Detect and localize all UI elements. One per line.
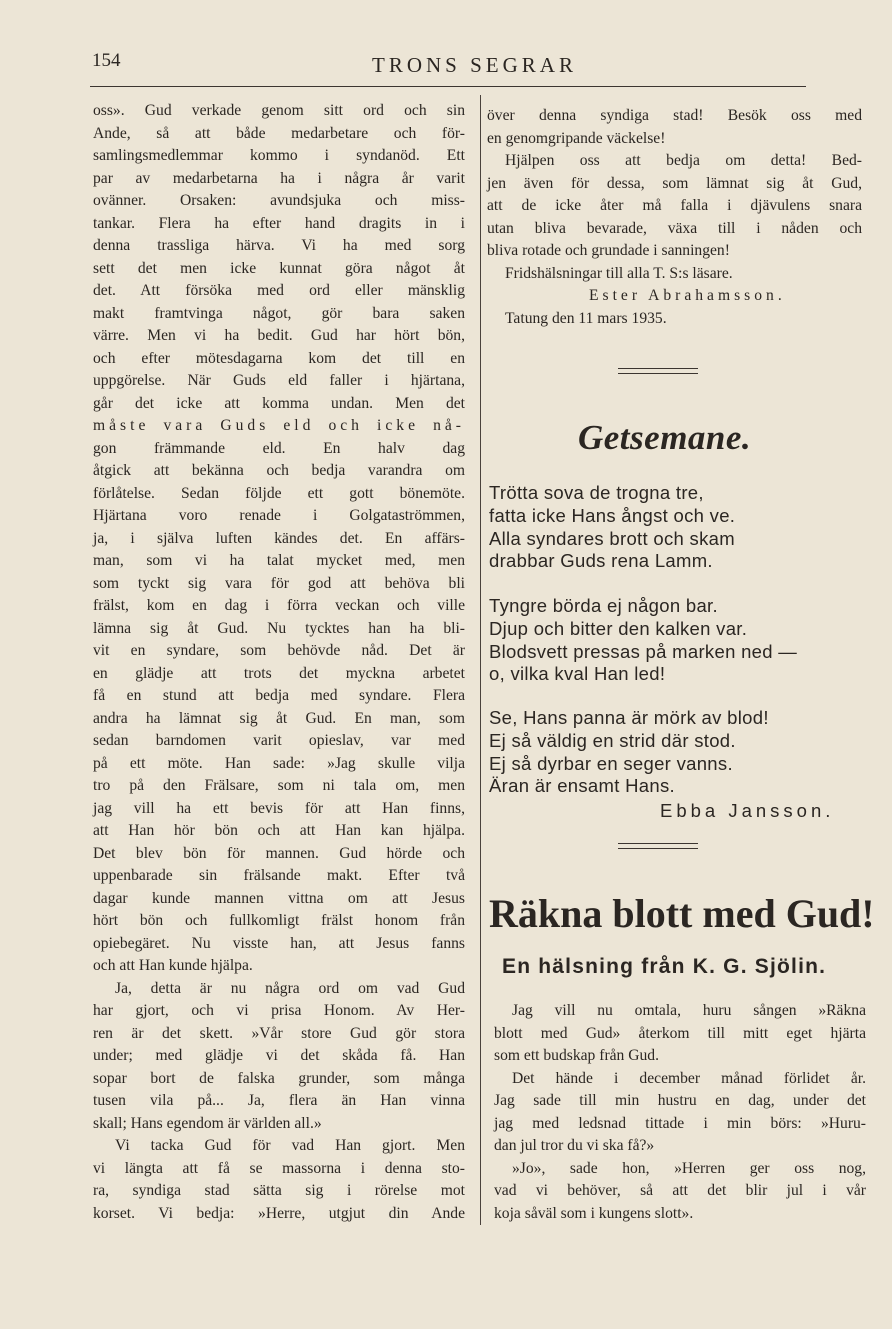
poem-line: Tyngre börda ej någon bar. [489, 595, 718, 616]
text-line: går det icke att komma undan. Men det [93, 394, 465, 412]
text-line: att de icke åter må falla i djävulens snara [487, 197, 862, 214]
poem-line: Äran är ensamt Hans. [489, 775, 675, 797]
article-title: Räkna blott med Gud! [489, 891, 875, 936]
page-number: 154 [92, 50, 121, 71]
poem-stanza-3 [489, 707, 869, 798]
right-column-top [487, 105, 862, 330]
poem-stanza-2 [489, 595, 869, 686]
text-line: samlingsmedlemmar kommo i syndanöd. Ett [93, 147, 465, 164]
text-line: par av medarbetarna ha i några år varit [93, 169, 465, 187]
signature-ester: Ester Abrahamsson. [589, 287, 786, 304]
text-line: sedan barndomen varit opieslav, var med [93, 732, 465, 749]
text-line: ja, i själva luften kändes det. En affärs- [93, 529, 465, 547]
text-line: som tyckt sig vara för god att behöva bli [93, 574, 465, 592]
poem-line: Trötta sova de trogna tre, [489, 482, 704, 503]
text-line: sett det men icke kunnat göra något åt [93, 259, 465, 277]
poem-stanza-1 [489, 482, 869, 573]
poem-line: Djup och bitter den kalken var. [489, 617, 748, 639]
text-line: en genomgripande väckelse! [487, 129, 666, 147]
text-line: tro på den Frälsare, som ni tala om, men [93, 777, 465, 794]
text-line: ovänner. Orsaken: avundsjuka och miss- [93, 192, 465, 209]
column-rule [480, 95, 481, 1225]
poem-line: drabbar Guds rena Lamm. [489, 550, 713, 572]
text-line: koja såväl som i kungens slott». [494, 1204, 694, 1222]
text-line: över denna syndiga stad! Besök oss med [487, 107, 862, 124]
text-line: tankar. Flera ha efter hand dragits in i [93, 214, 465, 232]
poem-title: Getsemane. [578, 418, 752, 457]
text-line: uppgörelse. När Guds eld faller i hjärtana, [93, 372, 465, 389]
text-line: man, som vi ha talat mycket med, men [93, 552, 465, 569]
text-line: Jag sade till min hustru en dag, under det [494, 1092, 866, 1109]
text-line: jag vill ha ett bevis för att Han finns, [93, 799, 465, 817]
divider [618, 368, 698, 374]
text-line: dan jul tror du vi ska få?» [494, 1137, 655, 1154]
left-column [93, 100, 465, 1225]
text-line: på ett möte. Han sade: »Jag skulle vilja [93, 754, 465, 772]
poem-line: Se, Hans panna är mörk av blod! [489, 707, 769, 728]
text-line: sopar bort de falska grunder, som många [93, 1069, 465, 1087]
poem-author: Ebba Jansson. [660, 800, 835, 821]
poem-line: Blodsvett pressas på marken ned — [489, 640, 798, 662]
poem-line: Ej så väldig en strid där stod. [489, 729, 736, 751]
text-line: under; med glädje vi det skåda få. Han [93, 1047, 465, 1064]
text-line: Hjälpen oss att bedja om detta! Bed- [505, 152, 862, 169]
dateline: Tatung den 11 mars 1935. [505, 309, 667, 327]
text-line: Vi tacka Gud för vad Han gjort. Men [115, 1137, 465, 1154]
poem-line: Alla syndares brott och skam [489, 527, 735, 549]
text-line: hört bön och fullkomligt frälst honom från [93, 912, 465, 929]
text-line: ra, syndiga stad sätta sig i rörelse mot [93, 1182, 465, 1199]
text-line: att Han hör bön och att Han kan hjälpa. [93, 822, 465, 839]
divider [618, 843, 698, 849]
text-line: har gjort, och vi prisa Honom. Av Her- [93, 1002, 465, 1019]
text-line: få en stund att bedja med syndare. Flera [93, 687, 465, 704]
text-line: och att Han kunde hjälpa. [93, 957, 253, 974]
text-line: Ande, så att både medarbetare och för- [93, 124, 465, 142]
text-line: utan bliva bevarade, växa till i nåden och [487, 219, 862, 237]
text-line: opiebegäret. Nu visste han, att Jesus fanns [93, 934, 465, 952]
text-line: Det hände i december månad förlidet år. [512, 1069, 866, 1087]
text-line: Fridshälsningar till alla T. S:s läsare. [505, 264, 733, 282]
running-title: TRONS SEGRAR [372, 53, 577, 77]
text-line: det. Att försöka med ord eller mänsklig [93, 282, 465, 299]
text-line: måste vara Guds eld och icke nå- [93, 417, 465, 434]
poem-line: Ej så dyrbar en seger vanns. [489, 752, 733, 774]
text-line: gon främmande eld. En halv dag [93, 439, 465, 457]
text-line: dagar kunde mannen vittna om att Jesus [93, 889, 465, 907]
text-line: vi längta att få se massorna i denna sto- [93, 1159, 465, 1177]
poem-line: o, vilka kval Han led! [489, 663, 666, 685]
text-line: oss». Gud verkade genom sitt ord och sin [93, 102, 465, 119]
text-line: Hjärtana voro renade i Golgataströmmen, [93, 507, 465, 524]
text-line: vit en syndare, som behövde nåd. Det är [93, 642, 465, 659]
article-subtitle: En hälsning från K. G. Sjölin. [502, 955, 827, 978]
text-line: frälst, kom en dag i förra veckan och ville [93, 597, 465, 614]
text-line: makt framtvinga något, gör bara saken [93, 304, 465, 322]
article-body [494, 1000, 866, 1225]
text-line: denna trassliga härva. Vi ha med sorg [93, 237, 465, 254]
text-line: bliva rotade och grundade i sanningen! [487, 242, 730, 259]
text-line: en glädje att trots det myckna arbetet [93, 664, 465, 682]
text-line: som ett budskap från Gud. [494, 1047, 660, 1064]
text-line: uppenbarade sin frälsande makt. Efter två [93, 867, 465, 884]
text-line: blott med Gud» återkom till mitt eget hjärta [494, 1024, 866, 1042]
text-line: andra ha lämnat sig åt Gud. En man, som [93, 709, 465, 727]
text-line: jag med ledsnad tittade i min börs: »Huru- [494, 1114, 866, 1132]
header-rule [90, 86, 806, 87]
poem-line: fatta icke Hans ångst och ve. [489, 504, 736, 526]
text-line: korset. Vi bedja: »Herre, utgjut din Ande [93, 1204, 465, 1222]
text-line: ren är det skett. »Vår store Gud gör stora [93, 1024, 465, 1042]
text-line: »Jo», sade hon, »Herren ger oss nog, [512, 1159, 866, 1177]
text-line: Ja, detta är nu några ord om vad Gud [115, 979, 465, 997]
text-line: jen även för dessa, som lämnat sig åt Gud, [487, 174, 862, 192]
text-line: Jag vill nu omtala, huru sången »Räkna [512, 1002, 866, 1019]
text-line: åtgick att bekänna och bedja varandra om [93, 462, 465, 479]
text-line: värre. Men vi ha bedit. Gud har hört bön, [93, 327, 465, 344]
text-line: skall; Hans egendom är världen all.» [93, 1114, 322, 1132]
text-line: förlåtelse. Sedan följde ett gott bönemöte. [93, 484, 465, 502]
text-line: lämna sig åt Gud. Nu tycktes han ha bli- [93, 619, 465, 637]
text-line: vad vi behöver, så att det blir jul i vår [494, 1182, 866, 1199]
text-line: tusen vila på... Ja, flera än Han vinna [93, 1092, 465, 1109]
text-line: och efter mötesdagarna kom det till en [93, 349, 465, 367]
text-line: Det blev bön för mannen. Gud hörde och [93, 844, 465, 862]
